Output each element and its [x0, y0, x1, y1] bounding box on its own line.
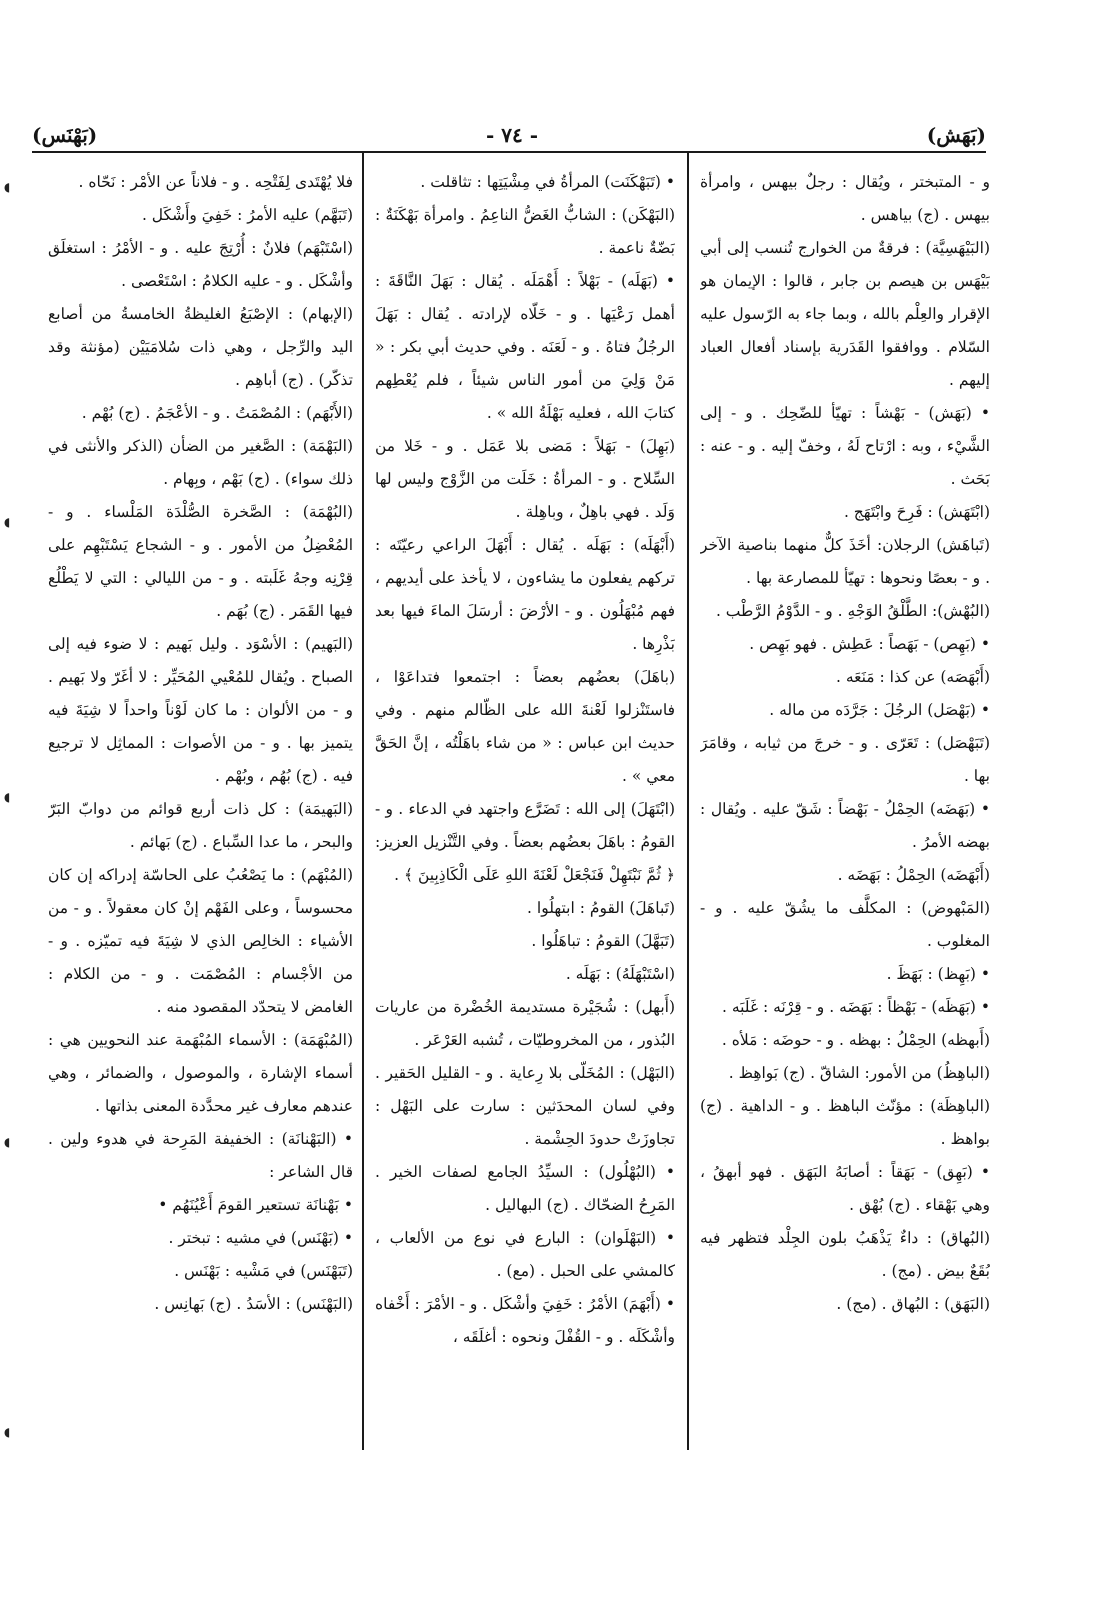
margin-mark: ◖ [4, 180, 11, 194]
dictionary-entry: • (البُهْلُول) : السيِّدُ الجامع لصفات الخير . المَرِحُ الضحّاك . (ج) البهاليل . [375, 1163, 675, 1214]
column-divider [362, 152, 364, 1450]
dictionary-entry: • (تَبَهْكَنَت) المرأةُ في مِشْيَتِها : تثاقلت . [420, 173, 675, 191]
dictionary-entry: (تَبَهْصَل) : تَعَرّى . و - خرجَ من ثيابه ، وقامَرَ بها . [700, 734, 990, 785]
header-left-word: (بَهْنَس) [32, 123, 98, 147]
dictionary-entry: (تَبَهْنَس) في مَشْيه : بَهْنَس . [174, 1262, 353, 1280]
dictionary-entry: • (البَهْلَوان) : البارع في نوع من الألعاب ، كالمشي على الحبل . (مع) . [375, 1229, 675, 1280]
dictionary-entry: (الباهِظَة) : مؤنّث الباهظ . و - الداهية . (ج) بواهظ . [700, 1097, 990, 1148]
dictionary-entry: و - المتبختر ، ويُقال : رجلٌ بيهس ، وامرأة بيهس . (ج) بياهس . [700, 173, 990, 224]
dictionary-entry: (البَيْهَسِيَّة) : فرقةٌ من الخوارج تُنسب إلى أبي بَيْهَس بن هيصم بن جابر ، قالوا : الإيمان هو الإقرار والعِلْم بالله ، وبما جاء به الرّسول عليه السّلام . ووافقوا القَدَرية بإسناد أفعال العباد إليهم . [700, 239, 990, 389]
margin-mark: ◖ [4, 1425, 11, 1439]
dictionary-entry: (المَبْهوض) : المكلَّف ما يشُقّ عليه . و - المغلوب . [700, 899, 990, 950]
dictionary-entry: • (بَهِظ) : بَهَظَ . [886, 965, 990, 983]
dictionary-entry: (الإبهام) : الإصْبَعُ الغليظةُ الخامسةُ من أصابع اليد والرِّجل ، وهي ذات سُلامَيَيْن (مؤنثة وقد تذكّر) . (ج) أباهِم . [48, 305, 353, 389]
dictionary-entry: • (بَهِص) - بَهَصاً : عَطِش . فهو بَهِص . [749, 635, 990, 653]
header-right-word: (بَهَش) [926, 123, 986, 147]
dictionary-entry: (اسْتَبْهَلَهُ) : بَهَلَه . [565, 965, 675, 983]
dictionary-entry: • (بَهَظَه) - بَهْظاً : بَهَضَه . و - قِرْنَه : غَلَبَه . [721, 998, 990, 1016]
dictionary-entry: (البُهْش): الطَّلْقُ الوَجْهِ . و - الدَّوْمُ الرَّطْب . [715, 602, 990, 620]
dictionary-entry: (ابْتَهَش) : فَرِحَ وابْتَهَج . [843, 503, 990, 521]
dictionary-entry: (البَهيمَة) : كل ذات أربع قوائم من دوابّ البَرّ والبحر ، ما عدا السِّباع . (ج) بَهائم . [48, 800, 353, 851]
column-divider [687, 152, 689, 1450]
dictionary-entry: (المُبْهَم) : ما يَصْعُبُ على الحاسّة إدراكه إن كان محسوساً ، وعلى الفَهْم إنْ كان معقولاً . و - من الأشياء : الخالِص الذي لا شِيَةَ فيه تميّزه . و - من الأجْسام : المُصْمَت . و - من الكلام : الغامض لا يتحدّد المقصود منه . [48, 866, 353, 1016]
dictionary-entry: (تَباهَش) الرجلان: أخَذَ كلٌّ منهما بناصية الآخر . و - بعصًا ونحوها : تهيّأ للمصارعة بها . [700, 536, 990, 587]
dictionary-entry: (تَبَهَّم) عليه الأمرُ : خَفِيَ وأَشْكَل . [141, 206, 353, 224]
dictionary-entry: (البَهَق) : البُهاق . (مج) . [836, 1295, 990, 1313]
dictionary-entry: (أَبهظه) الحِمْلُ : بهظه . و - حوضَه : مَلأه . [721, 1031, 990, 1049]
dictionary-entry: • (بَهِق) - بَهَقاً : أصابَهُ البَهَق . فهو أبهقُ ، وهي بَهْقاء . (ج) بُهْق . [700, 1163, 990, 1214]
dictionary-entry: (أَبْهَلَه) : بَهَلَه . يُقال : أَبْهَلَ الراعي رعيّتَه : تركهم يفعلون ما يشاءون ، لا يأخذ على أيديهم ، فهم مُبْهَلُون . و - الأرْضَ : أرسَلَ الماءَ فيها بعد بَذْرِها . [375, 536, 675, 653]
page-header [32, 118, 986, 152]
margin-mark: ◖ [4, 790, 11, 804]
dictionary-entry: (البُهاق) : داءٌ يَذْهَبُ بلون الجِلْد فتظهر فيه بُقَعٌ بيض . (مج) . [700, 1229, 990, 1280]
page-number: - ٧٤ - [486, 123, 539, 147]
dictionary-entry: (البَهْكَن) : الشابُّ الغَضُّ الناعِمُ . وامرأة بَهْكَنَةٌ : بَضّةٌ ناعمة . [375, 206, 675, 257]
margin-mark: ◖ [4, 1135, 11, 1149]
column-right [700, 166, 990, 1449]
dictionary-entry: • (بَهَضَه) الحِمْلُ - بَهْضاً : شَقّ عليه . ويُقال : بهضه الأمرُ . [700, 800, 990, 851]
dictionary-entry: (أَبْهَضَه) الحِمْلُ : بَهَضَه . [837, 866, 990, 884]
dictionary-entry: (تَباهَلَ) القومُ : ابتهلُوا . [527, 899, 675, 917]
dictionary-entry: (البَهْمَة) : الصَّغير من الضأن (الذكر والأنثى في ذلك سواء) . (ج) بَهْم ، وبِهام . [48, 437, 353, 488]
dictionary-entry: • (بَهْنَس) في مشيه : تبختر . [168, 1229, 353, 1247]
dictionary-entry: (بَهِلَ) - بَهَلاً : مَضى بلا عَمَل . و - خَلا من السِّلاح . و - المرأةُ : خَلَت من الزَّوْج وليس لها وَلَد . فهي باهِلٌ ، وباهِلة . [375, 437, 675, 521]
dictionary-entry: • (بَهَش) - بَهْشاً : تهيّأ للضّحِك . و - إلى الشَّيْء ، وبه : ارْتاح لَهُ ، وخفّ إليه . و - عنه : بَحَث . [700, 404, 990, 488]
column-middle [375, 166, 675, 1449]
dictionary-entry: (أَبْهَصَه) عن كذا : مَنَعَه . [835, 668, 990, 686]
dictionary-entry: (اسْتَبْهَم) فلانٌ : أُرْتِجَ عليه . و - الأمْرُ : استغلَق وأشْكَل . و - عليه الكلامُ : اسْتَعْصى . [48, 239, 353, 290]
column-left [48, 166, 353, 1449]
dictionary-entry: (الأَبْهَم) : المُصْمَتُ . و - الأعْجَمُ . (ج) بُهْم . [81, 404, 353, 422]
dictionary-entry: (البُهْمَة) : الصَّخرة الصُّلْدَة المَلْساء . و - المُعْضِلُ من الأمور . و - الشجاع يَسْتَبْهِم على قِرْنِه وجهُ غَلَبته . و - من الليالي : التي لا يَطْلُع فيها القَمَر . (ج) بُهَم . [48, 503, 353, 620]
dictionary-entry: (أَبهل) : شُجَيْرة مستديمة الخُضْرة من عاريات البُذور ، من المخروطيّات ، تُشبه العَرْعَر . [375, 998, 675, 1049]
dictionary-entry: فلا يُهْتَدى لِفَتْحِه . و - فلاناً عن الأمْر : نَحّاه . [78, 173, 353, 191]
dictionary-entry: (المُبْهَمَة) : الأسماء المُبْهَمة عند النحويين هي : أسماء الإشارة ، والموصول ، والضمائر ، وهي عندهم معارف غير محدَّدة المعنى بذاتها . [48, 1031, 353, 1115]
dictionary-entry: (باهَلَ) بعضُهم بعضاً : اجتمعوا فتداعَوْا ، فاستَنْزلوا لَعْنةَ الله على الظّالم منهم . وفي حديث ابن عباس : « من شاء باهَلْتُه ، إنَّ الحَقَّ معي » . [375, 668, 675, 785]
header-rule [32, 151, 986, 153]
dictionary-entry: • (البَهْنانَة) : الخفيفة المَرِحة في هدوء ولين . قال الشاعر : [48, 1130, 353, 1181]
dictionary-entry: • (بَهَلَه) - بَهْلاً : أَهْمَلَه . يُقال : بَهَلَ النَّاقَةَ : أهمل رَعْيَها . و - خَلّاه لإرادته . يُقال : بَهَلَ الرجُلُ فتاهُ . و - لَعَنَه . وفي حديث أبي بكر : « مَنْ وَلِيَ من أمور الناس شيئاً ، فلم يُعْطِهم كتابَ الله ، فعليه بَهْلَةُ الله » . [375, 272, 675, 422]
dictionary-entry: (البَهيم) : الأسْوَد . وليل بَهيم : لا ضوء فيه إلى الصباح . ويُقال للمُعْيي المُحَيِّر : لا أغَرّ ولا بَهيم . و - من الألوان : ما كان لَوْناً واحداً لا شِيَةَ فيه يتميز بها . و - من الأصوات : المماثِل لا ترجيع فيه . (ج) بُهُم ، وبُهْم . [48, 635, 353, 785]
margin-mark: ◖ [4, 515, 11, 529]
dictionary-entry: • بَهْنانَة تستعير القومَ أَعْيُنَهُم • [158, 1196, 353, 1214]
dictionary-entry: • (بَهْصَل) الرجُلَ : جَرَّدَه من ماله . [769, 701, 990, 719]
dictionary-entry: (ابْتَهَلَ) إلى الله : تَضَرَّع واجتهد في الدعاء . و - القومُ : باهَلَ بعضُهم بعضاً . وفي التَّنْزيل العزيز: ﴿ ثُمَّ نَبْتَهِلْ فَنَجْعَلْ لَعْنَةَ اللهِ عَلَى الْكَاذِبِينَ ﴾ . [375, 800, 675, 884]
dictionary-entry: (الباهِظُ) من الأمور: الشاقّ . (ج) بَواهِظ . [728, 1064, 990, 1082]
dictionary-entry: (البَهْنَس) : الأسَدُ . (ج) بَهانِس . [154, 1295, 353, 1313]
dictionary-entry: (تَبَهَّلَ) القومُ : تباهَلُوا . [531, 932, 675, 950]
dictionary-entry: (البَهْل) : المُخَلّى بلا رِعاية . و - القليل الحَقير . وفي لسان المحدَثين : سارت على البَهْل : تجاوزَتْ حدودَ الحِشْمة . [375, 1064, 675, 1148]
dictionary-entry: • (أَبْهَمَ) الأمْرُ : خَفِيَ وأشْكَل . و - الأمْرَ : أَخْفاه وأشْكَلَه . و - القُفْلَ ونحوه : أغلَقَه ، [375, 1295, 675, 1346]
